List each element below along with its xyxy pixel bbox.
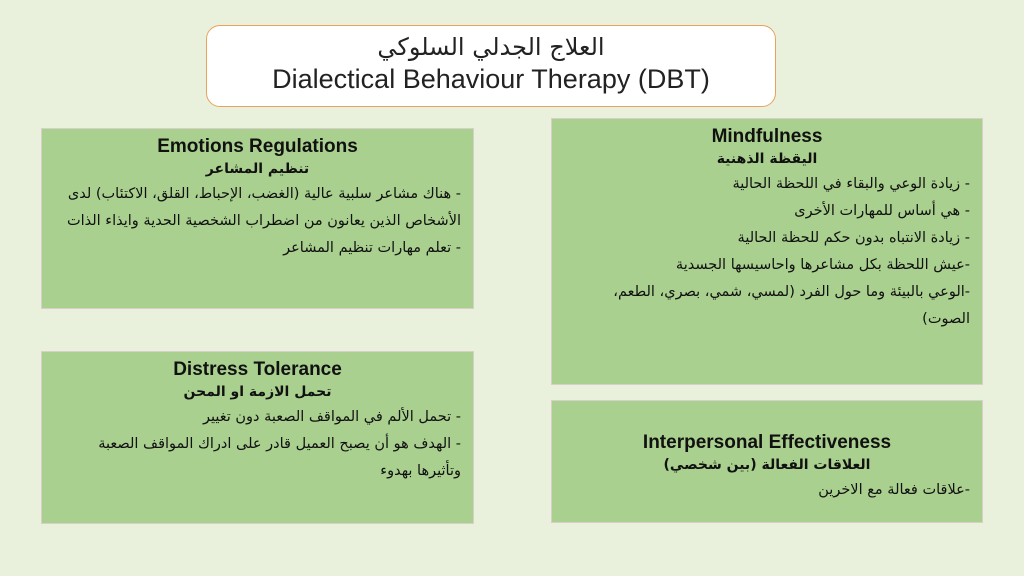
emotions-list xyxy=(54,181,461,262)
interpersonal-heading-ar: العلاقات الفعالة (بين شخصي) xyxy=(663,457,871,473)
mindfulness-panel xyxy=(551,118,983,385)
mindfulness-heading-ar: اليقظة الذهنية xyxy=(716,151,818,167)
distress-heading-en: Distress Tolerance xyxy=(173,359,342,380)
interpersonal-heading-en: Interpersonal Effectiveness xyxy=(642,432,892,453)
title-arabic: العلاج الجدلي السلوكي xyxy=(377,33,605,61)
emotions-regulation-panel xyxy=(41,128,474,309)
interpersonal-effectiveness-panel xyxy=(551,400,983,523)
emotions-heading-ar: تنظيم المشاعر xyxy=(205,161,310,177)
list-item: - تحمل الألم في المواقف الصعبة دون تغيير xyxy=(203,409,461,425)
emotions-heading-en: Emotions Regulations xyxy=(157,136,358,157)
interpersonal-list xyxy=(564,477,970,504)
title-box xyxy=(206,25,776,107)
distress-list xyxy=(54,404,461,485)
mindfulness-heading-en: Mindfulness xyxy=(711,126,823,147)
list-item: - الهدف هو أن يصبح العميل قادر على ادراك المواقف الصعبة وتأثيرها بهدوء xyxy=(98,436,461,479)
list-item: - هي أساس للمهارات الأخرى xyxy=(794,203,970,219)
list-item: -الوعي بالبيئة وما حول الفرد (لمسي، شمي، بصري، الطعم، الصوت) xyxy=(613,284,970,327)
list-item: -علاقات فعالة مع الاخرين xyxy=(818,482,970,498)
distress-tolerance-panel xyxy=(41,351,474,524)
list-item: - هناك مشاعر سلبية عالية (الغضب، الإحباط، القلق، الاكتئاب) لدى الأشخاص الذين يعانون من اضطراب الشخصية الحدية وايذاء الذات xyxy=(66,186,461,229)
list-item: - تعلم مهارات تنظيم المشاعر xyxy=(283,240,461,256)
title-english: Dialectical Behaviour Therapy (DBT) xyxy=(272,64,710,94)
list-item: - زيادة الوعي والبقاء في اللحظة الحالية xyxy=(732,176,970,192)
list-item: - زيادة الانتباه بدون حكم للحظة الحالية xyxy=(737,230,970,246)
mindfulness-list xyxy=(564,171,970,333)
distress-heading-ar: تحمل الازمة او المحن xyxy=(183,384,332,400)
list-item: -عيش اللحظة بكل مشاعرها واحاسيسها الجسدية xyxy=(675,257,970,273)
